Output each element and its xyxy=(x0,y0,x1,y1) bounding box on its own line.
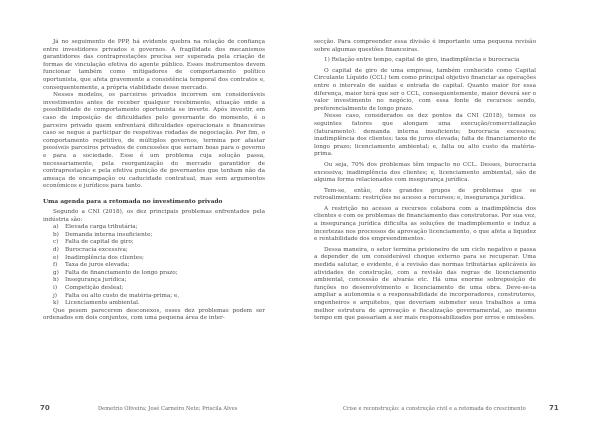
list-letter: h) xyxy=(53,277,59,284)
list-letter: i) xyxy=(53,285,58,291)
problem-list xyxy=(43,224,265,308)
paragraph: Segundo a CNI (2018), os dez principais problemas enfrentados pela indústria são: xyxy=(43,209,265,223)
list-text: Falta de financiamento de longo prazo; xyxy=(65,269,178,276)
footer-authors: Demetrio Oliveira; José Carneiro Neto; Priscila Alves xyxy=(98,406,238,412)
list-text: Demanda interna insuficiente; xyxy=(65,231,153,238)
paragraph: Nesses modelos, os parceiros privados incorrem em consideráveis investimentos antes de receber qualquer recebimento, situação onde a possibilidade de comportamento oportunista se inverte. Após investir, em caso de imposição de dificuldades pelo governante do momento, é o parceiro privado quem enfrentará dificuldades operacionais e financeiras caso se negue a participar de respetivas rodadas de negociação. Por fim, o comportamento repetitivo, de múltiplos governos, termina por afastar possíveis parceiros privados de concessões que seriam boas para o governo e para a sociedade. Esse é um problema cuja solução passa, necessariamente, pela reorganização do mercado garantidor de contraprestação e pela efetiva punição de governantes que tenham não da ameaça de encampação ou caducidade contratual, mas sem argumentos econômicos e jurídicos para tanto. xyxy=(43,92,265,190)
list-item xyxy=(43,300,265,308)
paragraph: A restrição no acesso a recursos colabora com a inadimplência dos clientes e com os problemas de financiamento das construtoras. Por sua vez, a insegurança jurídica dificulta as soluções de inadimplemento e induz a incertezas nos processos de aprovação licenciamento, o que afeta a liquidez e rentabilidade dos empreendimentos. xyxy=(314,205,536,243)
list-item xyxy=(43,277,265,285)
list-text: Inadimplência dos clientes; xyxy=(65,254,144,261)
list-letter: j) xyxy=(53,292,57,299)
list-text: Falta de capital de giro; xyxy=(65,239,134,246)
list-item xyxy=(43,293,265,301)
subsection-heading: 1) Relação entre tempo, capital de giro, inadimplência e burocracia xyxy=(324,57,520,64)
paragraph: O capital de giro de uma empresa, também conhecido como Capital Circulante Líquido (CCL) tem como principal objetivo financiar as operações entre o intervalo de saídas e entrada de capital. Quanto maior for essa diferença, maior terá que ser o CCL, consequentemente, maior deverá ser o valor investimento no negócio, com essa fonte de recursos sendo, preferencialmente de longo prazo. xyxy=(314,67,536,112)
page-number-right: 71 xyxy=(549,404,559,412)
list-letter: e) xyxy=(53,254,59,261)
list-text: Taxa de juros elevada; xyxy=(65,262,130,269)
list-text: Elevada carga tributária; xyxy=(65,224,138,231)
list-item xyxy=(43,262,265,270)
list-item xyxy=(43,285,265,293)
list-text: Insegurança jurídica; xyxy=(65,277,127,284)
list-text: Falta ou alto custo de matéria-prima; e, xyxy=(65,292,180,299)
list-letter: f) xyxy=(53,262,58,269)
left-column xyxy=(43,39,265,323)
list-letter: d) xyxy=(53,247,59,254)
paragraph: Já no seguimento de PPP, há evidente quebra na relação de confiança entre investidores privados e governos. A fragilidade dos mecanismos garantidores das contraprestações precisa ser superada pela criação de formas de vinculação efetiva do agente público. Esses instrumentos devem funcionar também como mitigadores de comportamento político oportunista, que afeta gravemente a consistência temporal dos contratos e, consequentemente, a própria viabilidade desse mercado. xyxy=(43,39,265,91)
spacer xyxy=(43,191,265,199)
list-item xyxy=(43,232,265,240)
list-item xyxy=(43,255,265,263)
paragraph: Nesse caso, considerados os dez pontos da CNI (2018), temos os seguintes fatores que alongam uma execução/comercialização (faturamento): demanda interna insuficiente; burocracia excessiva; inadimplência dos clientes; taxa de juros elevada; falta de financiamento de longo prazo; licenciamento ambiental; e, falta ou alto custo da matéria-prima. xyxy=(314,113,536,158)
list-letter: k) xyxy=(53,300,59,307)
list-letter: a) xyxy=(53,224,59,231)
paragraph: Ou seja, 70% dos problemas têm impacto no CCL. Desses, burocracia excessiva; inadimplência dos clientes; e, licenciamento ambiental, são de alguma forma relacionados com insegurança jurídica. xyxy=(314,161,536,184)
list-item xyxy=(43,247,265,255)
page-number-left: 70 xyxy=(40,404,50,412)
footer-book-title: Crise e reconstrução: a construção civil e a retomada do crescimento xyxy=(343,406,526,412)
list-text: Burocracia excessiva; xyxy=(65,247,128,254)
list-letter: b) xyxy=(53,231,59,238)
paragraph: Dessa maneira, o setor termina prisioneiro de um ciclo negativo e passa a depender de um considerável choque externo para se recuperar. Uma medida salutar, e evidente, é a revisão das normas tributárias aplicáveis às atividades de construção, com a revisão das regras de licenciamento ambiental, concessão de alvarás etc. Há uma enorme sobreposição de funções no desenvolvimento e licenciamento de uma obra. Deve-se-ia ampliar a autonomia e a responsabilidade de incorporadores, construtores, engenheiros e arquitetos, que deveriam submeter seus trabalhos a uma melhor estrutura de aprovação e fiscalização governamental, ao mesmo tempo em que passariam a ser mais responsabilizados por erros e omissões. xyxy=(314,246,536,322)
paragraph: Tem-se, então, dois grandes grupos de problemas que se retroalimentam: restrições no acesso a recursos; e, insegurança jurídica. xyxy=(314,187,536,202)
right-column xyxy=(314,39,536,323)
section-heading: Uma agenda para a retomada no investimento privado xyxy=(43,198,223,206)
list-text: Licenciamento ambiental. xyxy=(65,300,140,307)
list-letter: c) xyxy=(53,239,59,246)
paragraph: secção. Para compreender essa divisão é importante uma pequena revisão sobre algumas questões financeiras. xyxy=(314,39,536,53)
paragraph: Que pesem parecerem desconexos, esses dez problemas podem ser ordenados em dois conjuntos, com uma pequena área de inter- xyxy=(43,307,265,322)
list-item xyxy=(43,239,265,247)
list-letter: g) xyxy=(53,269,59,276)
list-item xyxy=(43,224,265,232)
list-text: Competição desleal; xyxy=(65,285,124,291)
